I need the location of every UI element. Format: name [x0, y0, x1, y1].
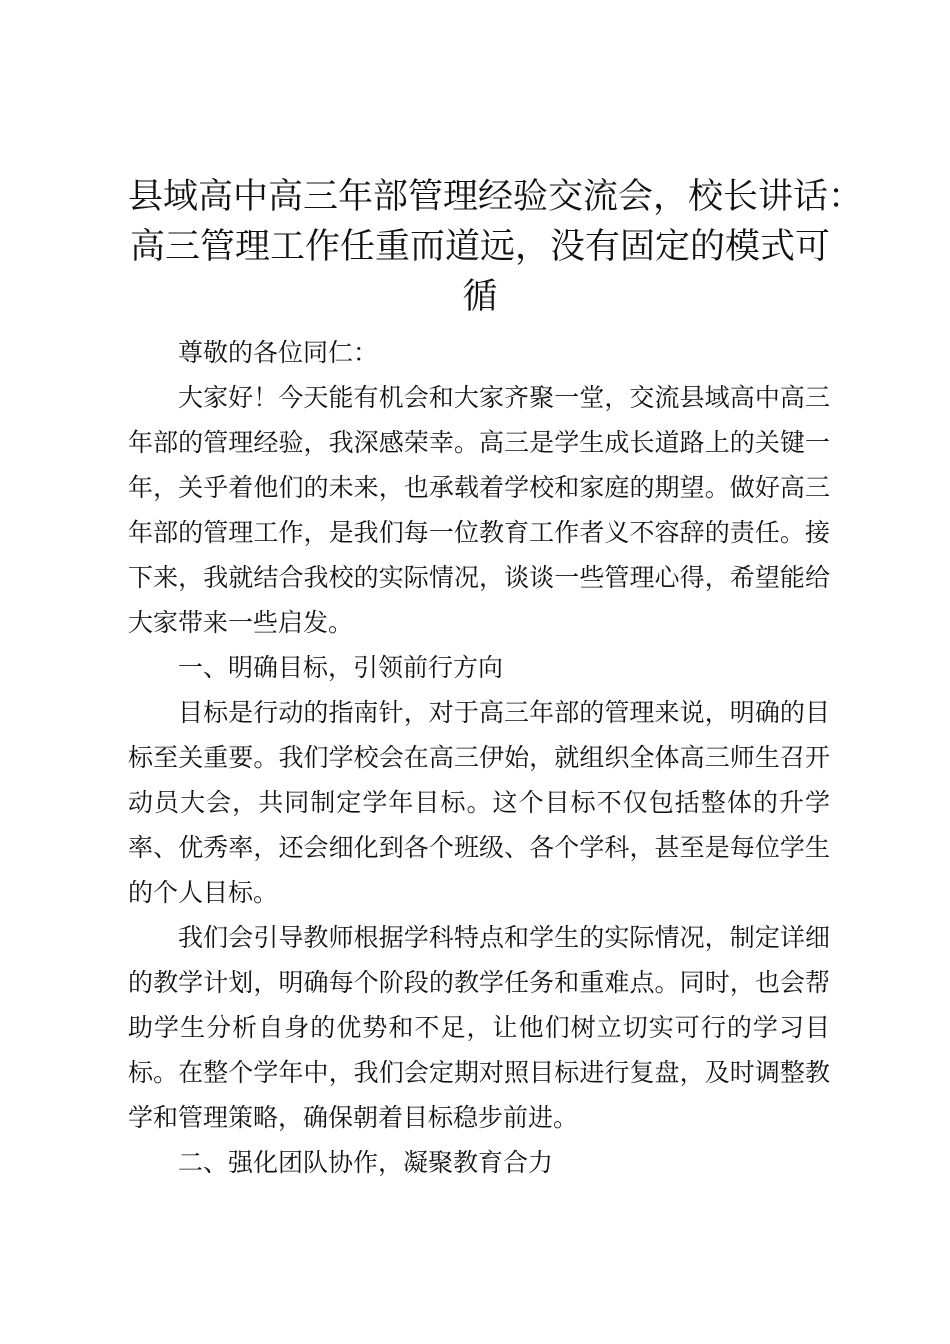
section-2-heading: 二、强化团队协作，凝聚教育合力 [178, 1148, 554, 1177]
salutation: 尊敬的各位同仁： [178, 338, 379, 367]
intro-paragraph: 大家好！今天能有机会和大家齐聚一堂，交流县域高中高三年部的管理经验，我深感荣幸。高三是学生成长道路上的关键一年，关乎着他们的未来，也承载着学校和家庭的期望。做好高三年部的管理工作，是我们每一位教育工作者义不容辞的责任。接下来，我就结合我校的实际情况，谈谈一些管理心得，希望能给大家带来一些启发。 [128, 383, 830, 637]
title-line-1: 县域高中高三年部管理经验交流会，校长讲话： [128, 177, 864, 217]
document-body [128, 330, 830, 1185]
section-1-paragraph-2: 我们会引导教师根据学科特点和学生的实际情况，制定详细的教学计划，明确每个阶段的教学任务和重难点。同时，也会帮助学生分析自身的优势和不足，让他们树立切实可行的学习目标。在整个学年中，我们会定期对照目标进行复盘，及时调整教学和管理策略，确保朝着目标稳步前进。 [128, 923, 830, 1132]
section-1-paragraph-1: 目标是行动的指南针，对于高三年部的管理来说，明确的目标至关重要。我们学校会在高三伊始，就组织全体高三师生召开动员大会，共同制定学年目标。这个目标不仅包括整体的升学率、优秀率，还会细化到各个班级、各个学科，甚至是每位学生的个人目标。 [128, 698, 830, 907]
title-line-2: 高三管理工作任重而道远，没有固定的模式可 [129, 227, 830, 267]
title-line-3: 循 [462, 277, 498, 317]
section-1-heading: 一、明确目标，引领前行方向 [178, 653, 504, 682]
document-title [128, 172, 864, 322]
